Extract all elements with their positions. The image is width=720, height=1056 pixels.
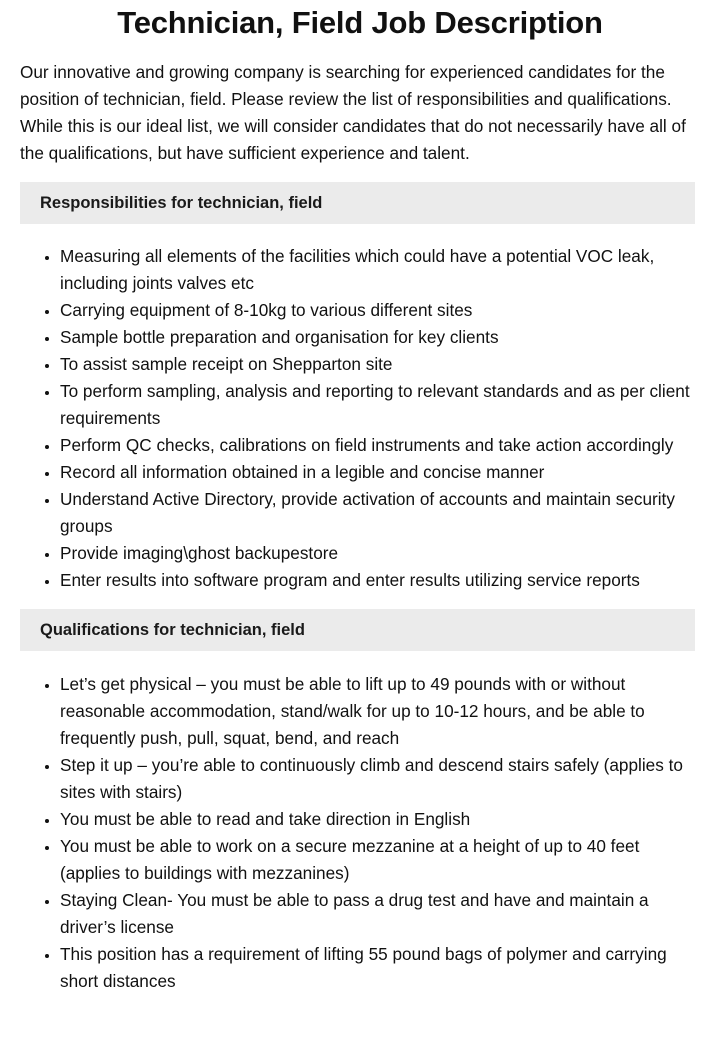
list-item: • Measuring all elements of the facilities which could have a potential VOC leak, including joints valves etc xyxy=(60,243,700,297)
qualifications-heading: Qualifications for technician, field xyxy=(20,609,695,651)
qualifications-list xyxy=(0,671,700,995)
list-item: • Carrying equipment of 8-10kg to various different sites xyxy=(60,297,700,324)
responsibilities-list xyxy=(0,243,700,594)
list-item: • Let’s get physical – you must be able to lift up to 49 pounds with or without reasonable accommodation, stand/walk for up to 10-12 hours, and be able to frequently push, pull, squat, bend, and reach xyxy=(60,671,700,752)
list-item: • Sample bottle preparation and organisation for key clients xyxy=(60,324,700,351)
list-item: • You must be able to work on a secure mezzanine at a height of up to 40 feet (applies to buildings with mezzanines) xyxy=(60,833,700,887)
list-item: • Provide imaging\ghost backupestore xyxy=(60,540,700,567)
list-item: • Enter results into software program and enter results utilizing service reports xyxy=(60,567,700,594)
list-item: • Record all information obtained in a legible and concise manner xyxy=(60,459,700,486)
list-item: • To perform sampling, analysis and reporting to relevant standards and as per client requirements xyxy=(60,378,700,432)
intro-paragraph: Our innovative and growing company is searching for experienced candidates for the position of technician, field. Please review the list of responsibilities and qualifications. While this is our ideal list, we will consider candidates that do not necessarily have all of the qualifications, but have sufficient experience and talent. xyxy=(20,62,686,163)
list-item: • Perform QC checks, calibrations on field instruments and take action accordingly xyxy=(60,432,700,459)
responsibilities-heading: Responsibilities for technician, field xyxy=(20,182,695,224)
list-item: • This position has a requirement of lifting 55 pound bags of polymer and carrying short distances xyxy=(60,941,700,995)
list-item: • You must be able to read and take direction in English xyxy=(60,806,700,833)
list-item: • Staying Clean- You must be able to pass a drug test and have and maintain a driver’s license xyxy=(60,887,700,941)
page-title: Technician, Field Job Description xyxy=(117,5,603,40)
list-item: • Step it up – you’re able to continuously climb and descend stairs safely (applies to sites with stairs) xyxy=(60,752,700,806)
list-item: • Understand Active Directory, provide activation of accounts and maintain security groups xyxy=(60,486,700,540)
list-item: • To assist sample receipt on Shepparton site xyxy=(60,351,700,378)
